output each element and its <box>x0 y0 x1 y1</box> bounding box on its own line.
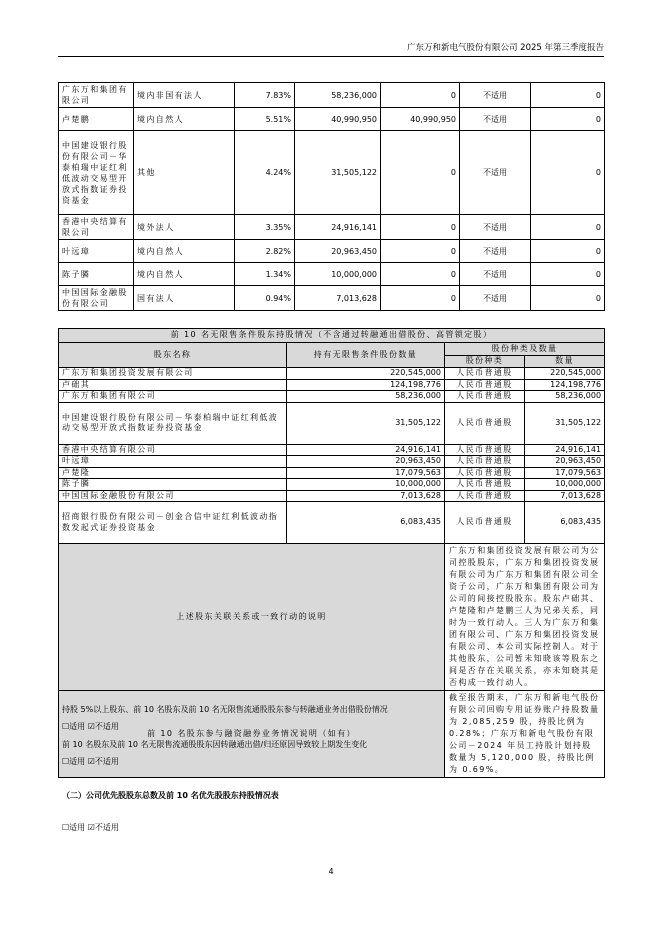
holder-row <box>59 263 605 286</box>
holder-name: 香港中央结算有限公司 <box>59 215 134 240</box>
holder-ratio: 7.83% <box>235 83 295 108</box>
holder-name: 叶远璋 <box>59 240 134 263</box>
share-qty: 7,013,628 <box>525 490 605 502</box>
section-preferred-options: ☐适用 ☑不适用 <box>62 823 119 832</box>
holder-pledge-status: 不适用 <box>460 263 531 286</box>
holder-pledge-status: 不适用 <box>460 108 531 131</box>
holder-shares: 24,916,141 <box>295 215 381 240</box>
holder-name: 中国建设银行股份有限公司－华泰柏瑞中证红利低波动交易型开放式指数证券投资基金 <box>59 131 134 215</box>
holder-nature: 境内自然人 <box>134 263 235 286</box>
unrestricted-holder-name: 卢楚隆 <box>59 467 287 479</box>
holder-pledge-status: 不适用 <box>460 131 531 215</box>
unrestricted-holder-name: 叶远璋 <box>59 456 287 468</box>
unrestricted-shares: 124,198,776 <box>287 379 445 391</box>
holder-restricted-shares: 0 <box>381 240 460 263</box>
share-qty: 17,079,563 <box>525 467 605 479</box>
holder-nature: 境内自然人 <box>134 240 235 263</box>
col-share-type: 股份种类 <box>445 356 525 368</box>
holder-restricted-shares: 0 <box>381 286 460 311</box>
share-type: 人民币普通股 <box>445 444 525 456</box>
holder-pledge-qty: 0 <box>531 83 605 108</box>
share-type: 人民币普通股 <box>445 502 525 544</box>
holder-restricted-shares: 0 <box>381 83 460 108</box>
unrestricted-holder-name: 香港中央结算有限公司 <box>59 444 287 456</box>
unrestricted-row <box>59 379 605 391</box>
note-lending-change: 前 10 名股东及前 10 名无限售流通股股东因转融通出借/归还原因导致较上期发生变化 <box>62 740 368 749</box>
unrestricted-holder-name: 陈子膦 <box>59 479 287 491</box>
holder-pledge-qty: 0 <box>531 240 605 263</box>
holder-ratio: 0.94% <box>235 286 295 311</box>
unrestricted-section-title: 前 10 名无限售条件股东持股情况（不含通过转融通出借股份、高管锁定股） <box>59 329 605 343</box>
unrestricted-row <box>59 490 605 502</box>
holder-shares: 40,990,950 <box>295 108 381 131</box>
unrestricted-shares: 10,000,000 <box>287 479 445 491</box>
holder-shares: 31,505,122 <box>295 131 381 215</box>
relation-label: 上述股东关联关系或一致行动的说明 <box>59 544 445 691</box>
share-type: 人民币普通股 <box>445 456 525 468</box>
holder-nature: 其他 <box>134 131 235 215</box>
holder-restricted-shares: 0 <box>381 263 460 286</box>
holder-shares: 7,013,628 <box>295 286 381 311</box>
unrestricted-row <box>59 368 605 380</box>
holder-pledge-status: 不适用 <box>460 215 531 240</box>
holder-row <box>59 240 605 263</box>
holder-pledge-qty: 0 <box>531 286 605 311</box>
share-qty: 10,000,000 <box>525 479 605 491</box>
top10-holders-table <box>58 82 605 311</box>
holder-shares: 58,236,000 <box>295 83 381 108</box>
holder-name: 陈子膦 <box>59 263 134 286</box>
holder-ratio: 3.35% <box>235 215 295 240</box>
unrestricted-shares: 20,963,450 <box>287 456 445 468</box>
unrestricted-holder-name: 广东万和集团投资发展有限公司 <box>59 368 287 380</box>
margin-trading-text: 截至报告期末，广东万和新电气股份有限公司回购专用证券账户持股数量为 2,085,259 股，持股比例为 0.28%；广东万和新电气股份有限公司－2024 年员工持股计划持股数量为 5,120,000 股，持股比例为 0.69%。 <box>445 691 605 778</box>
share-type: 人民币普通股 <box>445 402 525 444</box>
margin-trading-label: 前 10 名股东参与融资融券业务情况说明（如有） <box>59 691 445 778</box>
col-share-qty: 数量 <box>525 356 605 368</box>
note-lending-change-options: ☐适用 ☑不适用 <box>62 757 119 766</box>
share-qty: 24,916,141 <box>525 444 605 456</box>
holder-row <box>59 286 605 311</box>
holder-nature: 境外法人 <box>134 215 235 240</box>
unrestricted-shares: 7,013,628 <box>287 490 445 502</box>
holder-restricted-shares: 0 <box>381 131 460 215</box>
holder-pledge-status: 不适用 <box>460 286 531 311</box>
share-qty: 124,198,776 <box>525 379 605 391</box>
share-type: 人民币普通股 <box>445 467 525 479</box>
unrestricted-shares: 58,236,000 <box>287 391 445 403</box>
relation-text: 广东万和集团投资发展有限公司为公司控股股东，广东万和集团投资发展有限公司为广东万和集团有限公司全资子公司，广东万和集团有限公司为公司的间接控股股东。股东卢础其、卢楚隆和卢楚鹏三人为兄弟关系，同时为一致行动人。三人为广东万和集团有限公司、广东万和集团投资发展有限公司、本公司实际控制人。对于其他股东，公司暂未知晓该等股东之间是否存在关联关系，亦未知晓其是否构成一致行动人。 <box>445 544 605 691</box>
holder-pledge-status: 不适用 <box>460 83 531 108</box>
col-unrestricted-shares: 持有无限售条件股份数量 <box>287 343 445 368</box>
unrestricted-row <box>59 456 605 468</box>
holder-pledge-qty: 0 <box>531 215 605 240</box>
holder-ratio: 2.82% <box>235 240 295 263</box>
share-qty: 220,545,000 <box>525 368 605 380</box>
note-securities-lending: 持股 5%以上股东、前 10 名股东及前 10 名无限售流通股股东参与转融通业务出借股份情况 <box>62 705 388 714</box>
unrestricted-shares: 220,545,000 <box>287 368 445 380</box>
holder-pledge-qty: 0 <box>531 108 605 131</box>
unrestricted-holder-name: 中国国际金融股份有限公司 <box>59 490 287 502</box>
holder-nature: 境内自然人 <box>134 108 235 131</box>
unrestricted-shares: 17,079,563 <box>287 467 445 479</box>
page-number: 4 <box>328 867 334 876</box>
holder-pledge-status: 不适用 <box>460 240 531 263</box>
unrestricted-shares: 6,083,435 <box>287 502 445 544</box>
unrestricted-row <box>59 479 605 491</box>
unrestricted-holder-name: 中国建设银行股份有限公司－华泰柏瑞中证红利低波动交易型开放式指数证券投资基金 <box>59 402 287 444</box>
share-type: 人民币普通股 <box>445 391 525 403</box>
holder-row <box>59 131 605 215</box>
holder-pledge-qty: 0 <box>531 263 605 286</box>
unrestricted-row <box>59 444 605 456</box>
unrestricted-holder-name: 广东万和集团有限公司 <box>59 391 287 403</box>
share-qty: 58,236,000 <box>525 391 605 403</box>
unrestricted-shares: 24,916,141 <box>287 444 445 456</box>
unrestricted-row <box>59 391 605 403</box>
holder-ratio: 1.34% <box>235 263 295 286</box>
share-type: 人民币普通股 <box>445 490 525 502</box>
share-qty: 31,505,122 <box>525 402 605 444</box>
unrestricted-row <box>59 467 605 479</box>
section-preferred-shareholders-title: （二）公司优先股股东总数及前 10 名优先股股东持股情况表 <box>62 791 279 800</box>
share-type: 人民币普通股 <box>445 379 525 391</box>
share-type: 人民币普通股 <box>445 368 525 380</box>
share-qty: 20,963,450 <box>525 456 605 468</box>
unrestricted-holder-name: 卢础其 <box>59 379 287 391</box>
unrestricted-shares: 31,505,122 <box>287 402 445 444</box>
holder-nature: 国有法人 <box>134 286 235 311</box>
holder-name: 中国国际金融股份有限公司 <box>59 286 134 311</box>
holder-pledge-qty: 0 <box>531 131 605 215</box>
unrestricted-row <box>59 402 605 444</box>
holder-row <box>59 108 605 131</box>
holder-restricted-shares: 40,990,950 <box>381 108 460 131</box>
holder-row <box>59 83 605 108</box>
holder-nature: 境内非国有法人 <box>134 83 235 108</box>
col-holder-name: 股东名称 <box>59 343 287 368</box>
unrestricted-holder-name: 招商银行股份有限公司－创金合信中证红利低波动指数发起式证券投资基金 <box>59 502 287 544</box>
share-type: 人民币普通股 <box>445 479 525 491</box>
holder-row <box>59 215 605 240</box>
holder-name: 广东万和集团有限公司 <box>59 83 134 108</box>
holder-ratio: 4.24% <box>235 131 295 215</box>
holder-name: 卢楚鹏 <box>59 108 134 131</box>
col-share-type-group: 股份种类及数量 <box>445 343 605 356</box>
holder-ratio: 5.51% <box>235 108 295 131</box>
note-securities-lending-options: ☐适用 ☑不适用 <box>62 722 119 731</box>
holder-shares: 20,963,450 <box>295 240 381 263</box>
holder-shares: 10,000,000 <box>295 263 381 286</box>
share-qty: 6,083,435 <box>525 502 605 544</box>
holder-restricted-shares: 0 <box>381 215 460 240</box>
page-header: 广东万和新电气股份有限公司 2025 年第三季度报告 <box>58 40 604 57</box>
unrestricted-row <box>59 502 605 544</box>
